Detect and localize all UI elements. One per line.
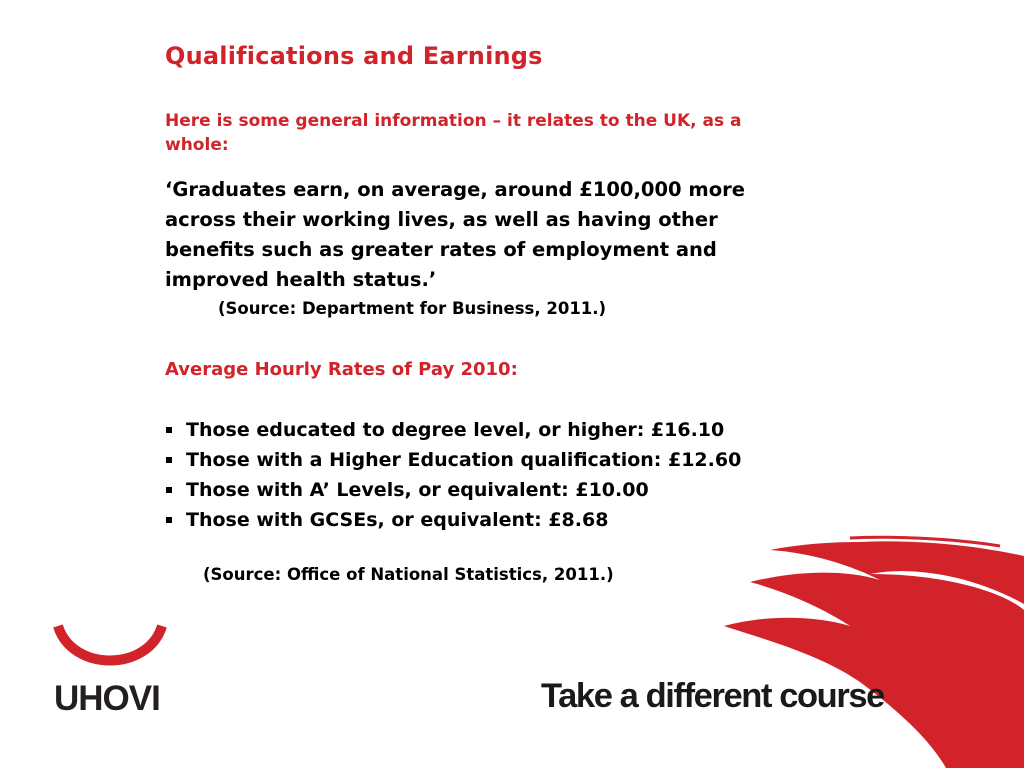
logo-text: UHOVI: [54, 679, 160, 718]
list-item: [165, 448, 825, 472]
list-item-text: Those with a Higher Education qualification: £12.60: [186, 449, 742, 471]
bullet-square-icon: [166, 487, 172, 493]
bullet-square-icon: [166, 427, 172, 433]
tagline: Take a different course: [541, 677, 884, 715]
quote-source: (Source: Department for Business, 2011.): [218, 299, 607, 318]
list-item: [165, 508, 825, 532]
red-arc-icon: [50, 620, 175, 680]
slide-title: Qualifications and Earnings: [165, 42, 543, 70]
bullet-square-icon: [166, 457, 172, 463]
list-item-text: Those educated to degree level, or higher: £16.10: [186, 419, 725, 441]
list-item: [165, 478, 825, 502]
slide-subtitle: Here is some general information – it relates to the UK, as a whole:: [165, 111, 742, 155]
list-item-text: Those with GCSEs, or equivalent: £8.68: [186, 509, 609, 531]
graduate-earnings-quote: ‘Graduates earn, on average, around £100,000 more across their working lives, as well as having other benefits such as greater rates of employment and improved health status.’: [165, 178, 745, 291]
list-item-text: Those with A’ Levels, or equivalent: £10.00: [186, 479, 649, 501]
list-item: [165, 418, 825, 442]
pay-rates-list: [165, 418, 825, 538]
bullet-square-icon: [166, 517, 172, 523]
red-river-swoosh: [700, 530, 1024, 768]
list-source: (Source: Office of National Statistics, 2011.): [203, 565, 614, 584]
section-heading: Average Hourly Rates of Pay 2010:: [165, 359, 518, 380]
